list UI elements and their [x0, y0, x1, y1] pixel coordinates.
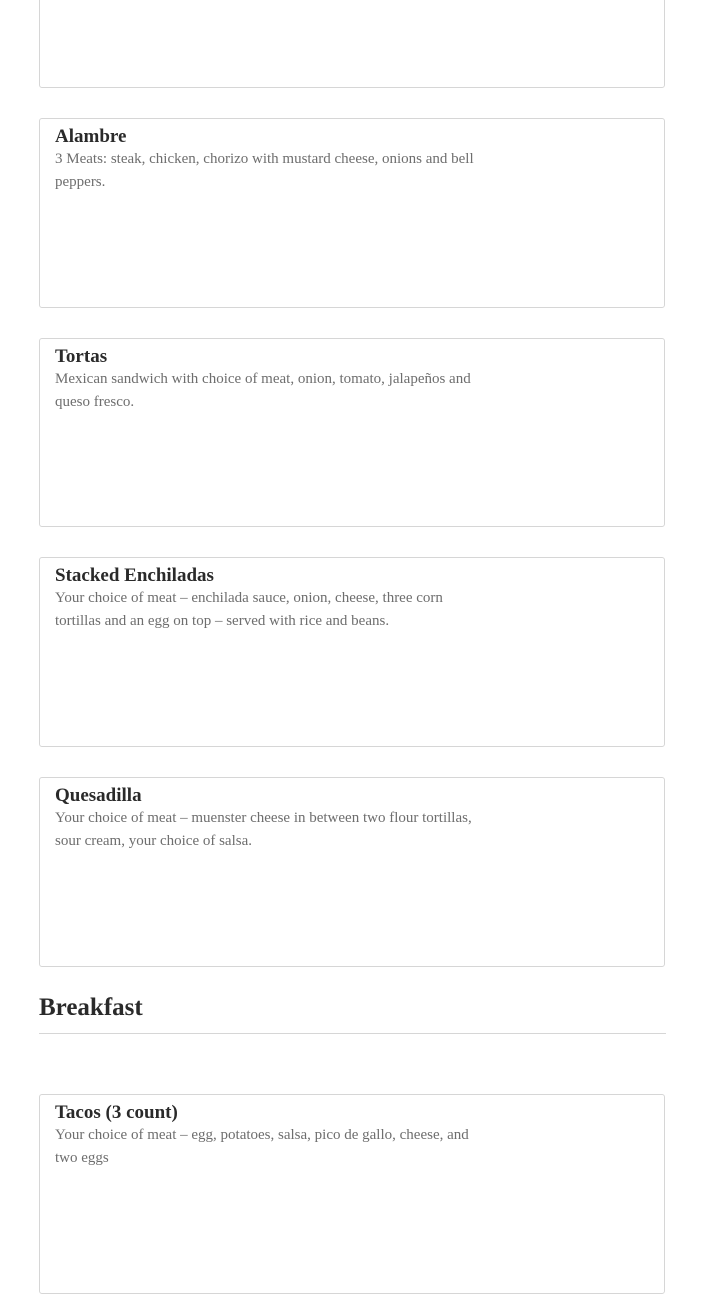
menu-item-description: Your choice of meat – egg, potatoes, salsa, pico de gallo, cheese, and two eggs: [55, 1127, 469, 1166]
menu-item-card: [39, 1094, 665, 1294]
menu-item-card: [39, 338, 665, 527]
menu-item-card: [39, 557, 665, 747]
section-divider: [39, 1033, 666, 1034]
menu-item-title: Quesadilla: [55, 785, 142, 806]
menu-item-title: Tacos (3 count): [55, 1102, 178, 1123]
menu-item-card: [39, 118, 665, 308]
menu-item-title: Tortas: [55, 346, 108, 367]
menu-item-title: Stacked Enchiladas: [55, 565, 214, 586]
menu-item-card: [39, 0, 665, 88]
menu-item-title: Alambre: [55, 126, 127, 147]
menu-item-description: Your choice of meat – muenster cheese in between two flour tortillas, sour cream, your choice of salsa.: [55, 810, 472, 849]
menu-item-card: [39, 777, 665, 967]
section-heading-breakfast: Breakfast: [39, 994, 143, 1021]
menu-item-description: Your choice of meat – enchilada sauce, onion, cheese, three corn tortillas and an egg on top – served with rice and beans.: [55, 590, 443, 629]
menu-item-description: Mexican sandwich with choice of meat, onion, tomato, jalapeños and queso fresco.: [55, 371, 471, 410]
menu-item-description: 3 Meats: steak, chicken, chorizo with mustard cheese, onions and bell peppers.: [55, 151, 474, 190]
